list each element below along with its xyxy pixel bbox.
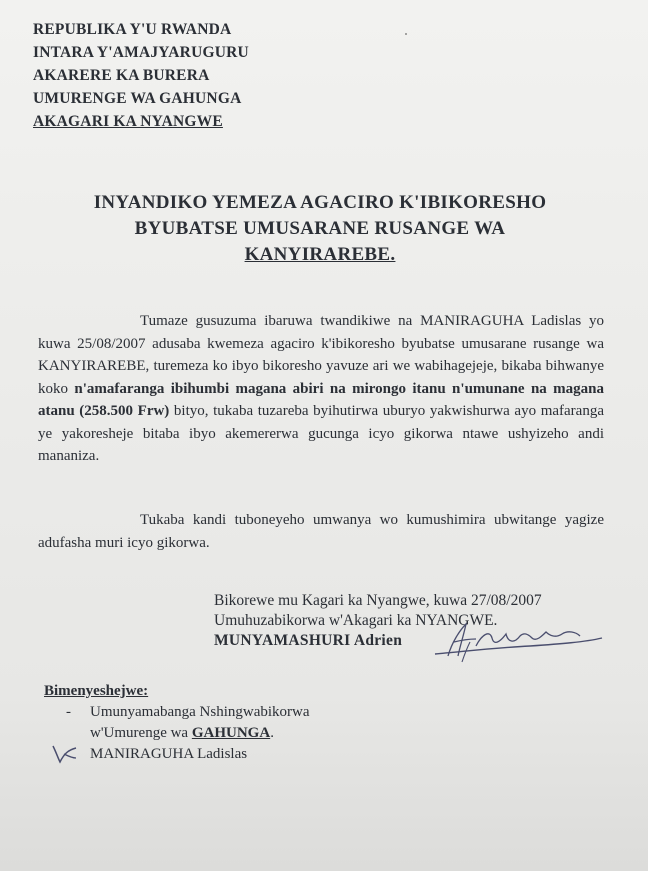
- signer-name: MUNYAMASHURI Adrien: [214, 632, 403, 649]
- handwritten-check-mark: [50, 740, 80, 764]
- header-district: AKARERE KA BURERA: [33, 67, 210, 84]
- cc-recipient-1-line-1: Umunyamabanga Nshingwabikorwa: [90, 704, 310, 720]
- cc-title: Bimenyeshejwe:: [44, 683, 149, 699]
- header-sector: UMURENGE WA GAHUNGA: [33, 90, 242, 107]
- body-paragraph-1: [38, 310, 604, 468]
- handwritten-signature: [430, 612, 605, 668]
- signer-role: Umuhuzabikorwa w'Akagari ka NYANGWE.: [214, 612, 498, 629]
- cc-recipient-2: MANIRAGUHA Ladislas: [90, 746, 248, 762]
- body-paragraph-2: [38, 509, 604, 555]
- place-date: Bikorewe mu Kagari ka Nyangwe, kuwa 27/08/2007: [214, 592, 542, 609]
- cc-dash: -: [66, 704, 71, 720]
- p1-text-a: Tumaze gusuzuma ibaruwa twandikiwe na MANIRAGUHA Ladislas yo kuwa 25/08/2007 adusaba kwemeza agaciro k'ibikoresho byubatse umusarane rusange wa KANYIRAREBE, turemeza ko ibyo bikoresho yavuze ari we wabihagejeje, bikaba bihwanye koko: [38, 313, 604, 397]
- title-line-1: INYANDIKO YEMEZA AGACIRO K'IBIKORESHO: [93, 192, 547, 213]
- cc-recipient-1-sector: GAHUNGA: [191, 725, 271, 741]
- header-province: INTARA Y'AMAJYARUGURU: [33, 44, 249, 61]
- cc-recipient-1: [44, 702, 310, 723]
- cc-recipient-1-period: .: [270, 725, 274, 741]
- letterhead: [33, 18, 249, 133]
- p1-amount-bold: n'amafaranga ibihumbi magana abiri na mirongo itanu n'umunane na magana atanu (258.500 Frw): [38, 380, 604, 419]
- cc-recipient-1-prefix: w'Umurenge wa: [90, 725, 192, 741]
- speck: [405, 33, 407, 35]
- title-line-2: BYUBATSE UMUSARANE RUSANGE WA: [134, 218, 506, 239]
- copy-to-section: [44, 681, 310, 765]
- p2-text: Tukaba kandi tuboneyeho umwanya wo kumushimira ubwitange yagize adufasha muri icyo gikorwa.: [38, 512, 604, 551]
- header-country: REPUBLIKA Y'U RWANDA: [33, 21, 232, 38]
- p1-text-b: bityo, tukaba tuzareba byihutirwa uburyo yakwishurwa ayo mafaranga ye yakoresheje bitaba ibyo akemererwa gucunga icyo gikorwa ntawe ushyizeho andi mananiza.: [38, 403, 604, 464]
- document-title: [0, 190, 640, 268]
- cc-recipient-1-line-2: [44, 723, 310, 744]
- title-line-3: KANYIRAREBE.: [244, 244, 396, 265]
- header-cell: AKAGARI KA NYANGWE: [33, 113, 223, 130]
